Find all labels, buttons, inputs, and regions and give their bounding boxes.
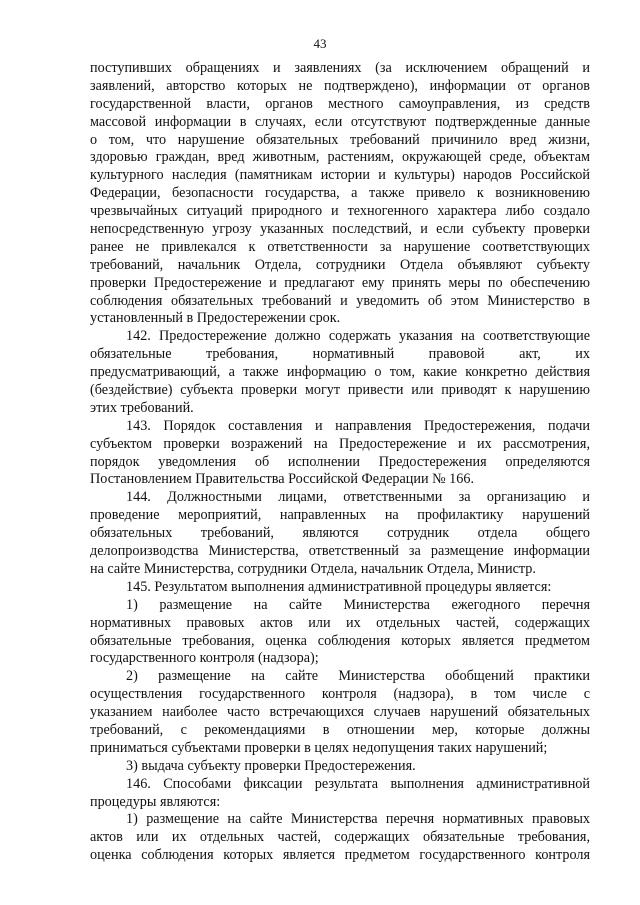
- text-line: делопроизводства Министерства, ответственный за размещение информации: [90, 543, 590, 560]
- text-line: 142. Предостережение должно содержать указания на соответствующие: [126, 328, 590, 345]
- text-line: государственной власти, органов местного самоуправления, из средств: [90, 95, 590, 112]
- text-line: 2) размещение на сайте Министерства обобщений практики: [126, 668, 590, 685]
- text-line: на сайте Министерства, сотрудники Отдела, начальник Отдела, Министр.: [90, 560, 536, 577]
- text-line: порядок уведомления об исполнении Предостережения определяются: [90, 453, 590, 470]
- text-line: здоровью граждан, вред животным, растениям, окружающей среде, объектам: [90, 149, 590, 166]
- text-line: 1) размещение на сайте Министерства перечня нормативных правовых: [126, 811, 590, 828]
- text-line: этих требований.: [90, 399, 194, 416]
- text-line: массовой информации в случаях, если отсутствуют подтвержденные данные: [90, 113, 590, 130]
- text-line: актов или их отдельных частей, содержащих обязательные требования,: [90, 829, 590, 846]
- text-line: чрезвычайных ситуаций природного и техногенного характера либо создало: [90, 203, 590, 220]
- text-line: 143. Порядок составления и направления Предостережения, подачи: [126, 417, 590, 434]
- text-line: государственного контроля (надзора);: [90, 650, 319, 667]
- text-line: приниматься субъектами проверки в целях недопущения таких нарушений;: [90, 739, 548, 756]
- text-line: требований, начальник Отдела, сотрудники Отдела объявляют субъекту: [90, 256, 590, 273]
- text-line: нормативных правовых актов или их отдельных частей, содержащих: [90, 614, 590, 631]
- text-line: указанием наиболее часто встречающихся случаев нарушений обязательных: [90, 704, 590, 721]
- text-line: осуществления государственного контроля (надзора), в том числе с: [90, 686, 590, 703]
- document-body: [90, 60, 590, 865]
- text-line: непосредственную угрозу указанных последствий, и если субъекту проверки: [90, 221, 590, 238]
- text-line: субъектом проверки возражений на Предостережение и их рассмотрения,: [90, 435, 590, 452]
- text-line: проверки Предостережение и предлагают ему принять меры по обеспечению: [90, 274, 590, 291]
- text-line: о том, что нарушение обязательных требований причинило вред жизни,: [90, 131, 590, 148]
- text-line: (бездействие) субъекта проверки могут привести или приводят к нарушению: [90, 382, 590, 399]
- text-line: соблюдения обязательных требований и уведомить об этом Министерство в: [90, 292, 590, 309]
- text-line: заявлений, авторство которых не подтверждено), информации от органов: [90, 77, 590, 94]
- text-line: проведение мероприятий, направленных на профилактику нарушений: [90, 507, 590, 524]
- text-line: 144. Должностными лицами, ответственными за организацию и: [126, 489, 590, 506]
- text-line: установленный в Предостережении срок.: [90, 310, 341, 327]
- text-line: поступивших обращениях и заявлениях (за исключением обращений и: [90, 60, 590, 76]
- text-line: требований, с рекомендациями в отношении мер, которые должны: [90, 721, 590, 738]
- text-line: обязательных требований, являются сотрудник отдела общего: [90, 525, 590, 542]
- text-line: обязательные требования, оценка соблюдения которых является предметом: [90, 632, 590, 649]
- text-line: Постановлением Правительства Российской Федерации № 166.: [90, 471, 474, 488]
- text-line: предусматривающий, а также информацию о том, какие конкретно действия: [90, 364, 590, 381]
- text-line: 146. Способами фиксации результата выполнения административной: [126, 775, 590, 792]
- text-line: культурного наследия (памятникам истории и культуры) народов Российской: [90, 167, 590, 184]
- text-line: Федерации, безопасности государства, а также привело к возникновению: [90, 185, 590, 202]
- text-line: процедуры являются:: [90, 793, 221, 810]
- text-line: оценка соблюдения которых является предметом государственного контроля: [90, 847, 590, 864]
- text-line: ранее не привлекался к ответственности за нарушение соответствующих: [90, 238, 590, 255]
- text-line: 1) размещение на сайте Министерства ежегодного перечня: [126, 596, 590, 613]
- text-line: 3) выдача субъекту проверки Предостережения.: [126, 757, 416, 774]
- text-line: 145. Результатом выполнения административной процедуры является:: [126, 578, 552, 595]
- page-number: 43: [313, 36, 327, 51]
- text-line: обязательные требования, нормативный правовой акт, их: [90, 346, 590, 363]
